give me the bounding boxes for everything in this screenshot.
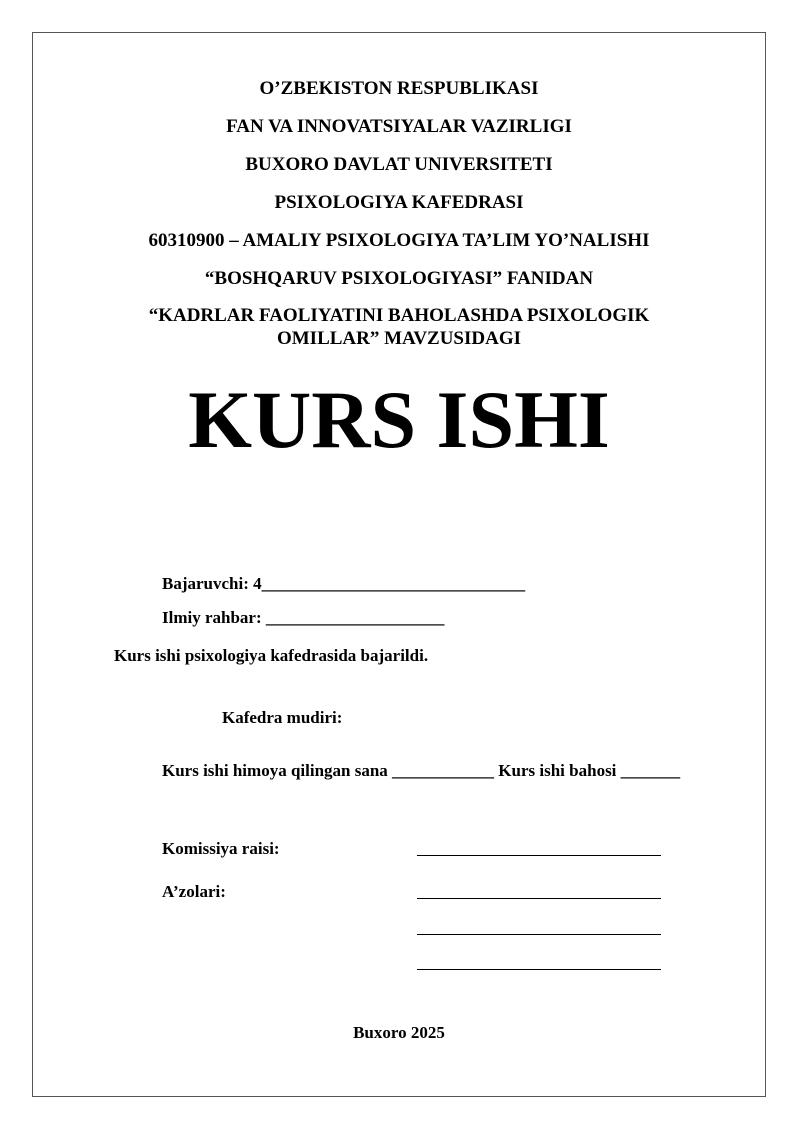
- members-label: A’zolari:: [162, 882, 226, 901]
- document-title: KURS ISHI: [188, 374, 610, 465]
- member-signature-line: [417, 934, 661, 935]
- topic-line-1: “KADRLAR FAOLIYATINI BAHOLASHDA PSIXOLOGIK: [148, 305, 650, 326]
- header-specialty: 60310900 – AMALIY PSIXOLOGIYA TA’LIM YO’NALISHI: [148, 230, 650, 251]
- commission-chair-signature-line: [417, 855, 661, 856]
- header-country: O’ZBEKISTON RESPUBLIKASI: [259, 78, 539, 99]
- topic-title: [32, 304, 766, 350]
- executor-field: Bajaruvchi: 4_______________________________: [162, 574, 526, 593]
- member-signature-line: [417, 969, 661, 970]
- header-university: BUXORO DAVLAT UNIVERSITETI: [245, 154, 553, 175]
- completed-note: Kurs ishi psixologiya kafedrasida bajarildi.: [114, 646, 429, 665]
- defense-date-grade-field: Kurs ishi himoya qilingan sana ____________ Kurs ishi bahosi _______: [162, 761, 681, 780]
- supervisor-field: Ilmiy rahbar: _____________________: [162, 608, 445, 627]
- place-year: Buxoro 2025: [353, 1023, 445, 1042]
- department-head-label: Kafedra mudiri:: [222, 708, 343, 727]
- header-department: PSIXOLOGIYA KAFEDRASI: [274, 192, 524, 213]
- header-ministry: FAN VA INNOVATSIYALAR VAZIRLIGI: [226, 116, 572, 137]
- topic-line-2: OMILLAR” MAVZUSIDAGI: [276, 328, 522, 349]
- commission-chair-label: Komissiya raisi:: [162, 839, 280, 858]
- member-signature-line: [417, 898, 661, 899]
- header-subject: “BOSHQARUV PSIXOLOGIYASI” FANIDAN: [204, 268, 594, 289]
